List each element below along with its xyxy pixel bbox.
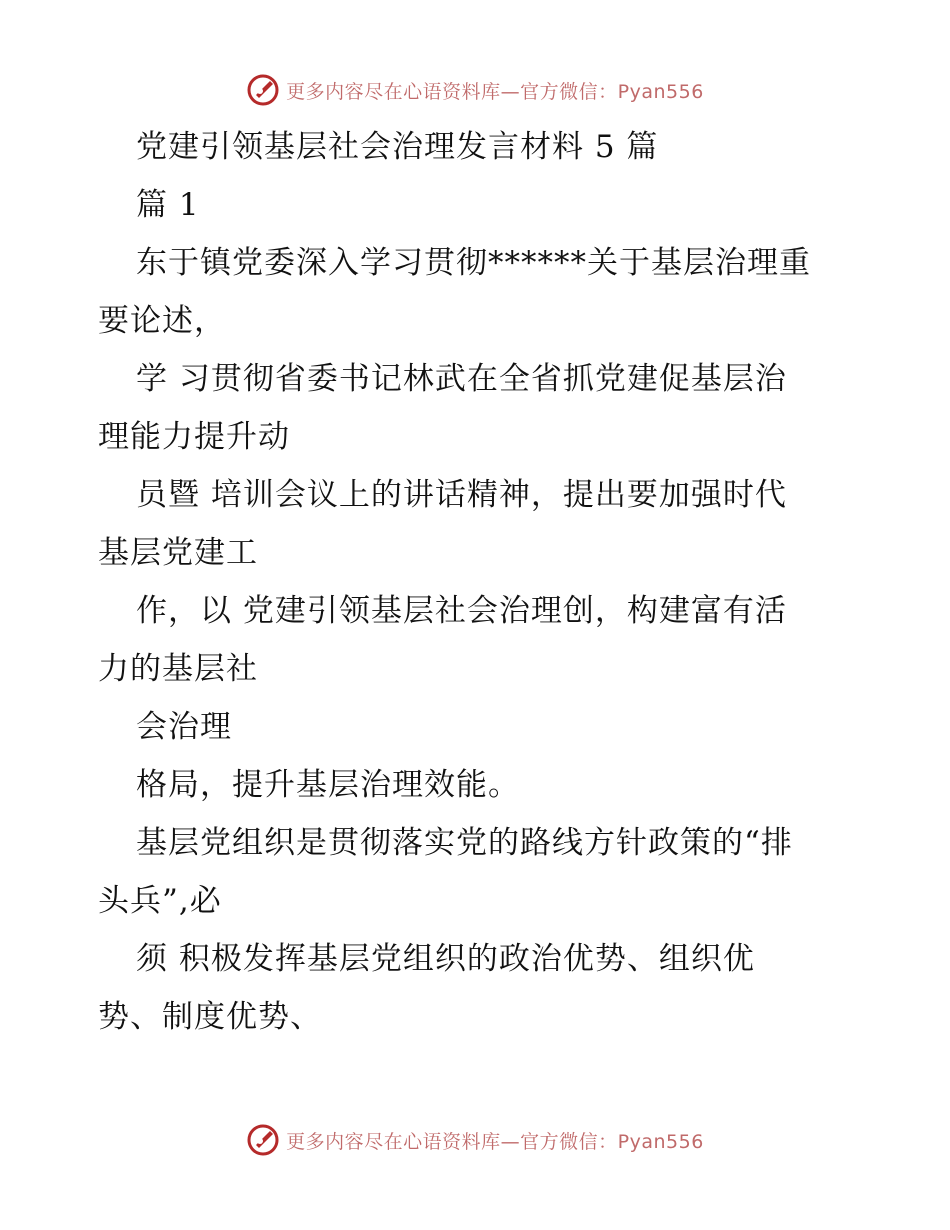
paragraph-line: 学 习贯彻省委书记林武在全省抓党建促基层治 [136, 361, 787, 397]
paragraph-line: 基层党建工 [98, 535, 258, 571]
paragraph-line: 员暨 培训会议上的讲话精神，提出要加强时代 [136, 477, 787, 513]
document-body [98, 118, 858, 1046]
logo-icon [246, 1123, 280, 1157]
paragraph-line: 理能力提升动 [98, 419, 290, 455]
paragraph-line: 东于镇党委深入学习贯彻******关于基层治理重 [136, 245, 811, 281]
document-title: 党建引领基层社会治理发言材料 5 篇 [136, 129, 659, 165]
paragraph-line: 要论述， [98, 303, 226, 339]
paragraph-line: 势、制度优势、 [98, 999, 322, 1035]
paragraph-line: 会治理 [136, 709, 232, 745]
paragraph-line: 力的基层社 [98, 651, 258, 687]
watermark-footer [0, 1120, 950, 1160]
paragraph-line: 头兵”,必 [98, 883, 222, 919]
watermark-text: 更多内容尽在心语资料库—官方微信：Pyan556 [286, 1130, 704, 1153]
paragraph-line: 作，以 党建引领基层社会治理创，构建富有活 [136, 593, 787, 629]
paragraph-line: 格局，提升基层治理效能。 [136, 767, 520, 803]
watermark-text: 更多内容尽在心语资料库—官方微信：Pyan556 [286, 80, 704, 103]
logo-icon [246, 73, 280, 107]
watermark-header [0, 70, 950, 110]
paragraph-line: 篇 1 [136, 187, 200, 223]
paragraph-line: 须 积极发挥基层党组织的政治优势、组织优 [136, 941, 755, 977]
paragraph-line: 基层党组织是贯彻落实党的路线方针政策的“排 [136, 825, 793, 861]
